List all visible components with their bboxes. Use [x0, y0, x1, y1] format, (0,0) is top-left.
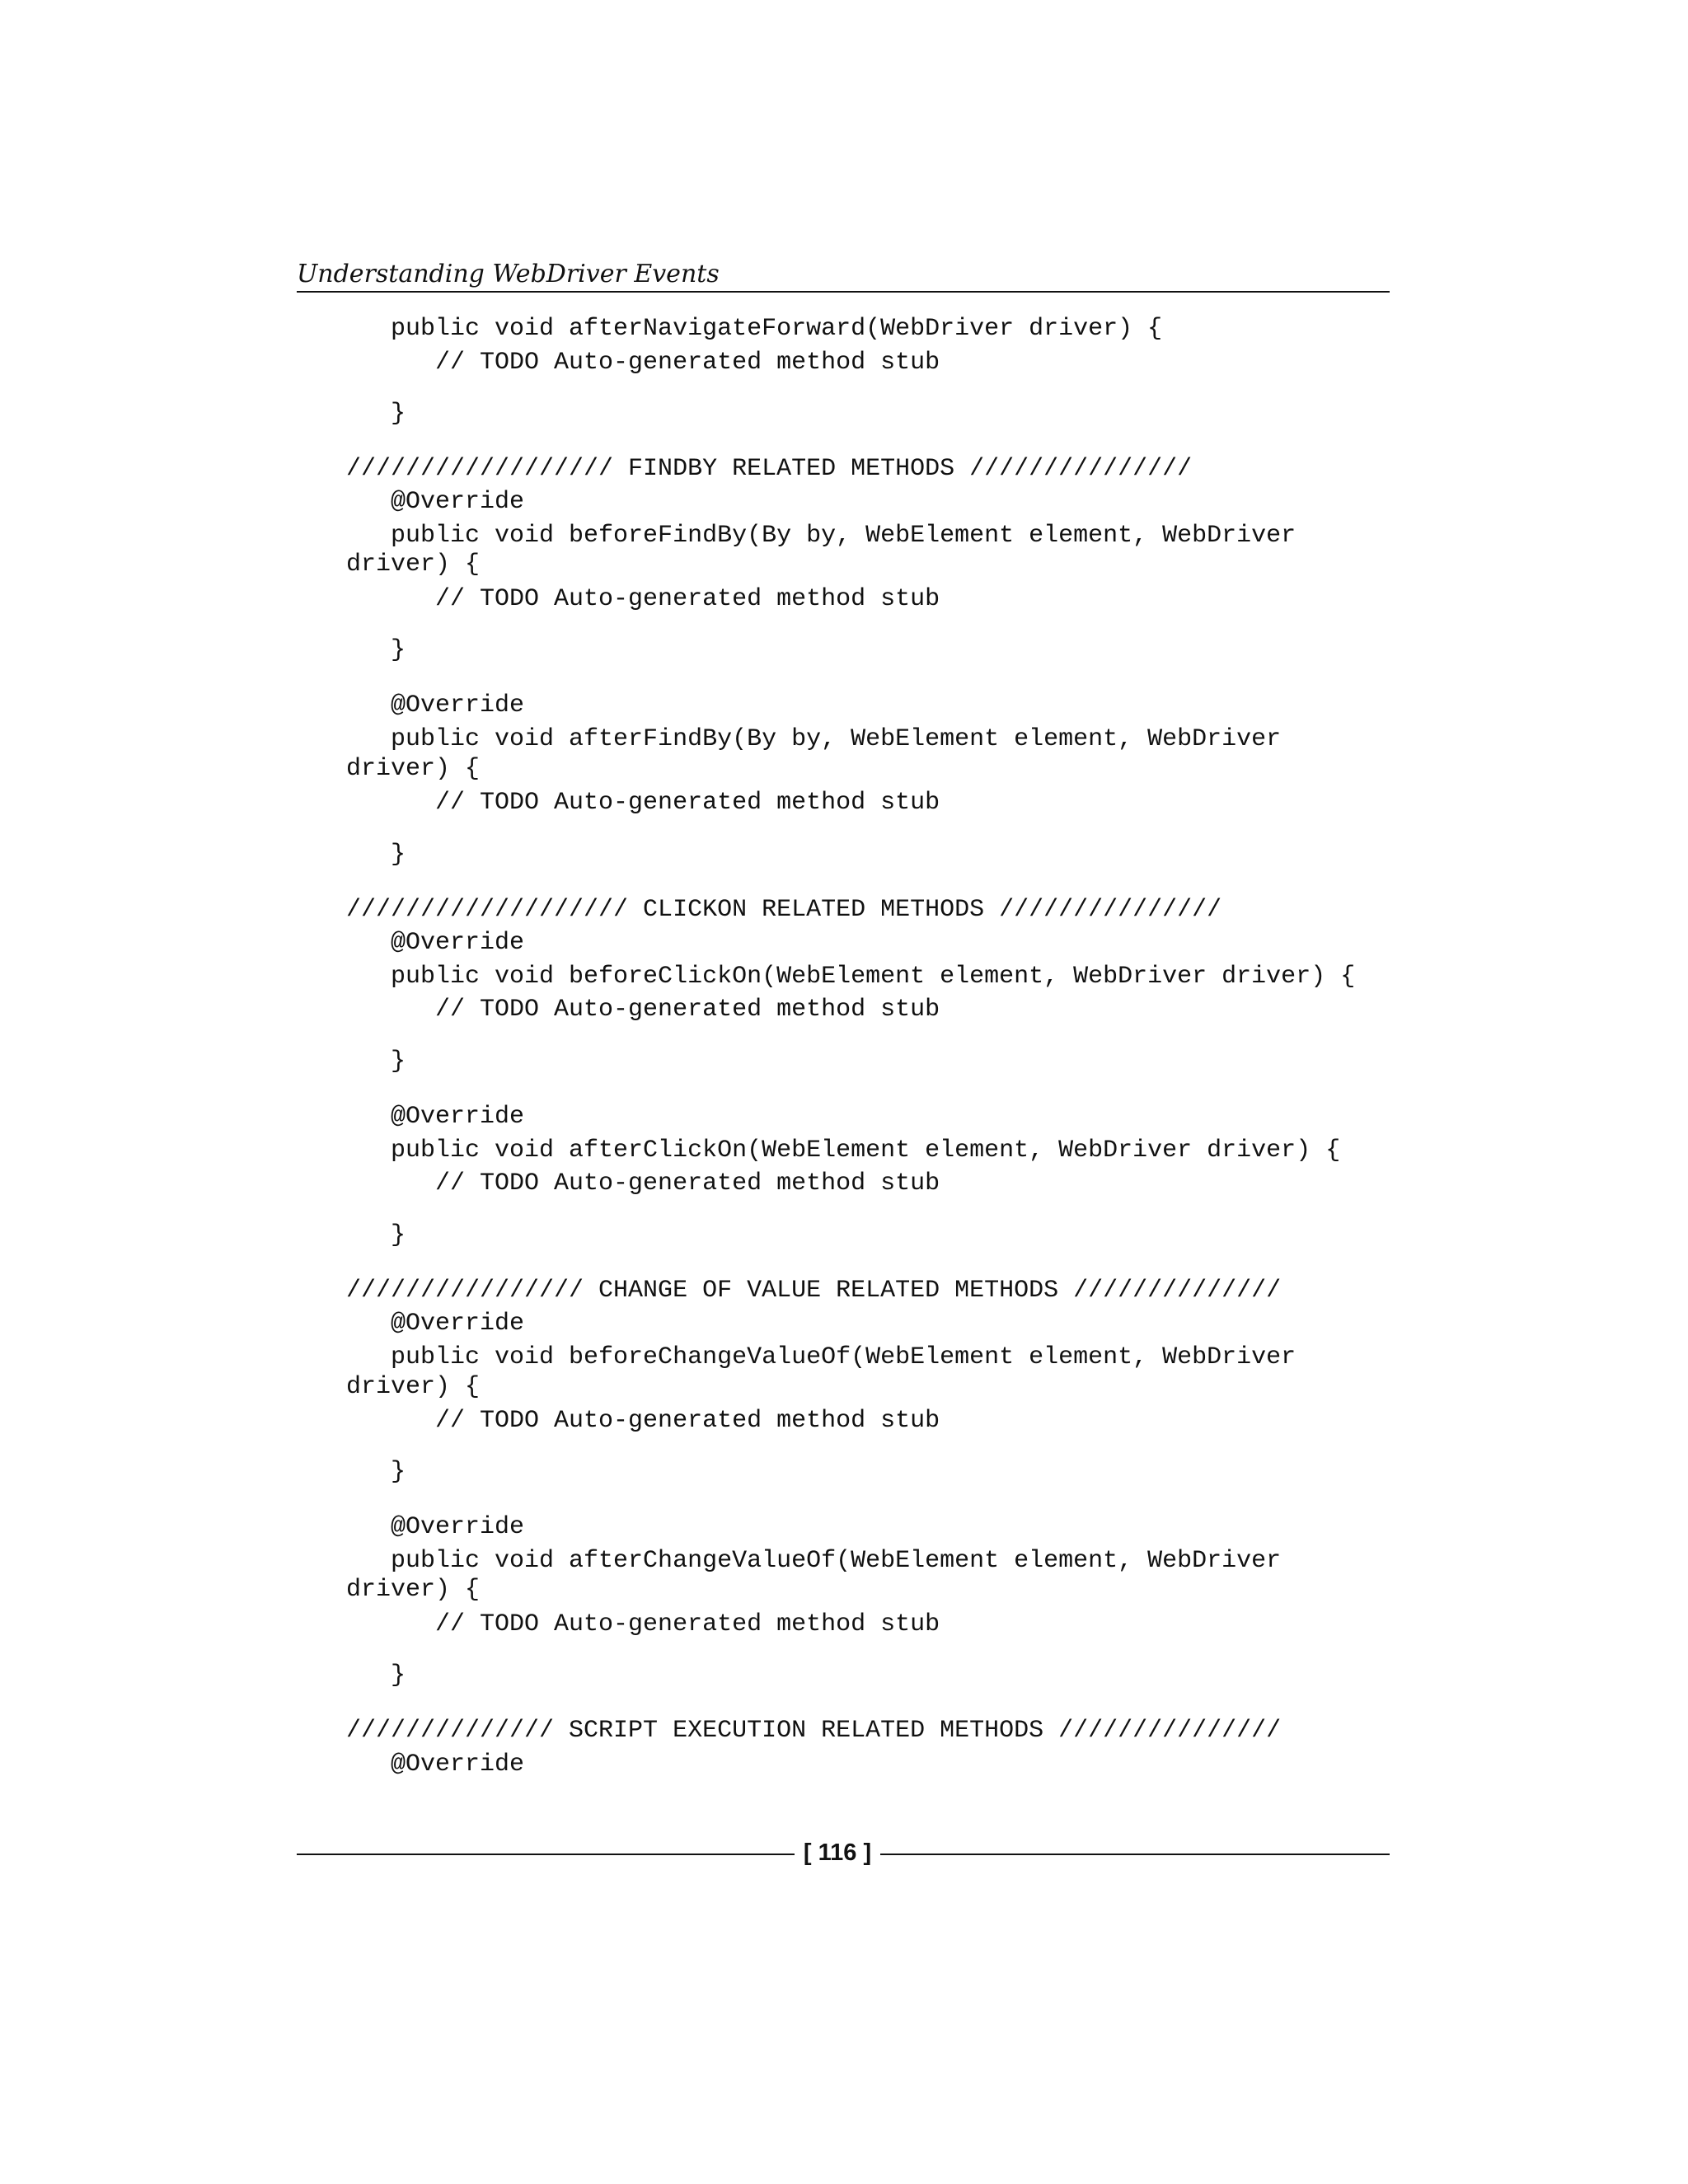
code-line: // TODO Auto-generated method stub — [346, 585, 940, 613]
section-comment: //////////////// CHANGE OF VALUE RELATED METHODS ////////////// — [346, 1277, 1282, 1305]
code-line: public void afterClickOn(WebElement element, WebDriver driver) { — [346, 1137, 1341, 1165]
code-line: @Override — [346, 1103, 525, 1131]
footer-rule-left — [297, 1854, 795, 1855]
code-line: } — [346, 841, 406, 869]
code-line: driver) { — [346, 551, 481, 579]
code-line: } — [346, 1047, 406, 1076]
footer-rule-right — [880, 1854, 1390, 1855]
code-line: public void afterNavigateForward(WebDriver driver) { — [346, 315, 1163, 343]
section-comment: ////////////// SCRIPT EXECUTION RELATED METHODS /////////////// — [346, 1717, 1282, 1745]
code-line: @Override — [346, 1513, 525, 1541]
code-line: driver) { — [346, 755, 481, 783]
code-line: // TODO Auto-generated method stub — [346, 1169, 940, 1197]
code-line: public void afterChangeValueOf(WebElement element, WebDriver — [346, 1547, 1282, 1575]
code-line: // TODO Auto-generated method stub — [346, 996, 940, 1024]
code-line: // TODO Auto-generated method stub — [346, 1610, 940, 1638]
code-line: public void beforeClickOn(WebElement element, WebDriver driver) { — [346, 963, 1356, 991]
code-line: driver) { — [346, 1373, 481, 1401]
code-line: @Override — [346, 691, 525, 719]
section-comment: /////////////////// CLICKON RELATED METHODS /////////////// — [346, 896, 1222, 924]
page-number: [ 116 ] — [803, 1840, 872, 1866]
code-line: // TODO Auto-generated method stub — [346, 789, 940, 817]
code-line: driver) { — [346, 1576, 481, 1604]
code-line: public void beforeFindBy(By by, WebElement element, WebDriver — [346, 522, 1296, 550]
running-header-title: Understanding WebDriver Events — [297, 260, 720, 288]
code-line: } — [346, 1458, 406, 1486]
code-line: public void afterFindBy(By by, WebElement element, WebDriver — [346, 725, 1282, 753]
header-rule — [297, 291, 1390, 293]
code-line: @Override — [346, 1750, 525, 1779]
code-line: @Override — [346, 1310, 525, 1338]
code-line: } — [346, 1661, 406, 1690]
code-line: // TODO Auto-generated method stub — [346, 1407, 940, 1435]
section-comment: ////////////////// FINDBY RELATED METHODS /////////////// — [346, 455, 1193, 483]
code-line: public void beforeChangeValueOf(WebElement element, WebDriver — [346, 1343, 1296, 1371]
code-line: } — [346, 636, 406, 664]
code-line: @Override — [346, 488, 525, 516]
code-line: @Override — [346, 929, 525, 957]
code-line: } — [346, 400, 406, 428]
code-line: // TODO Auto-generated method stub — [346, 349, 940, 377]
code-line: } — [346, 1221, 406, 1249]
